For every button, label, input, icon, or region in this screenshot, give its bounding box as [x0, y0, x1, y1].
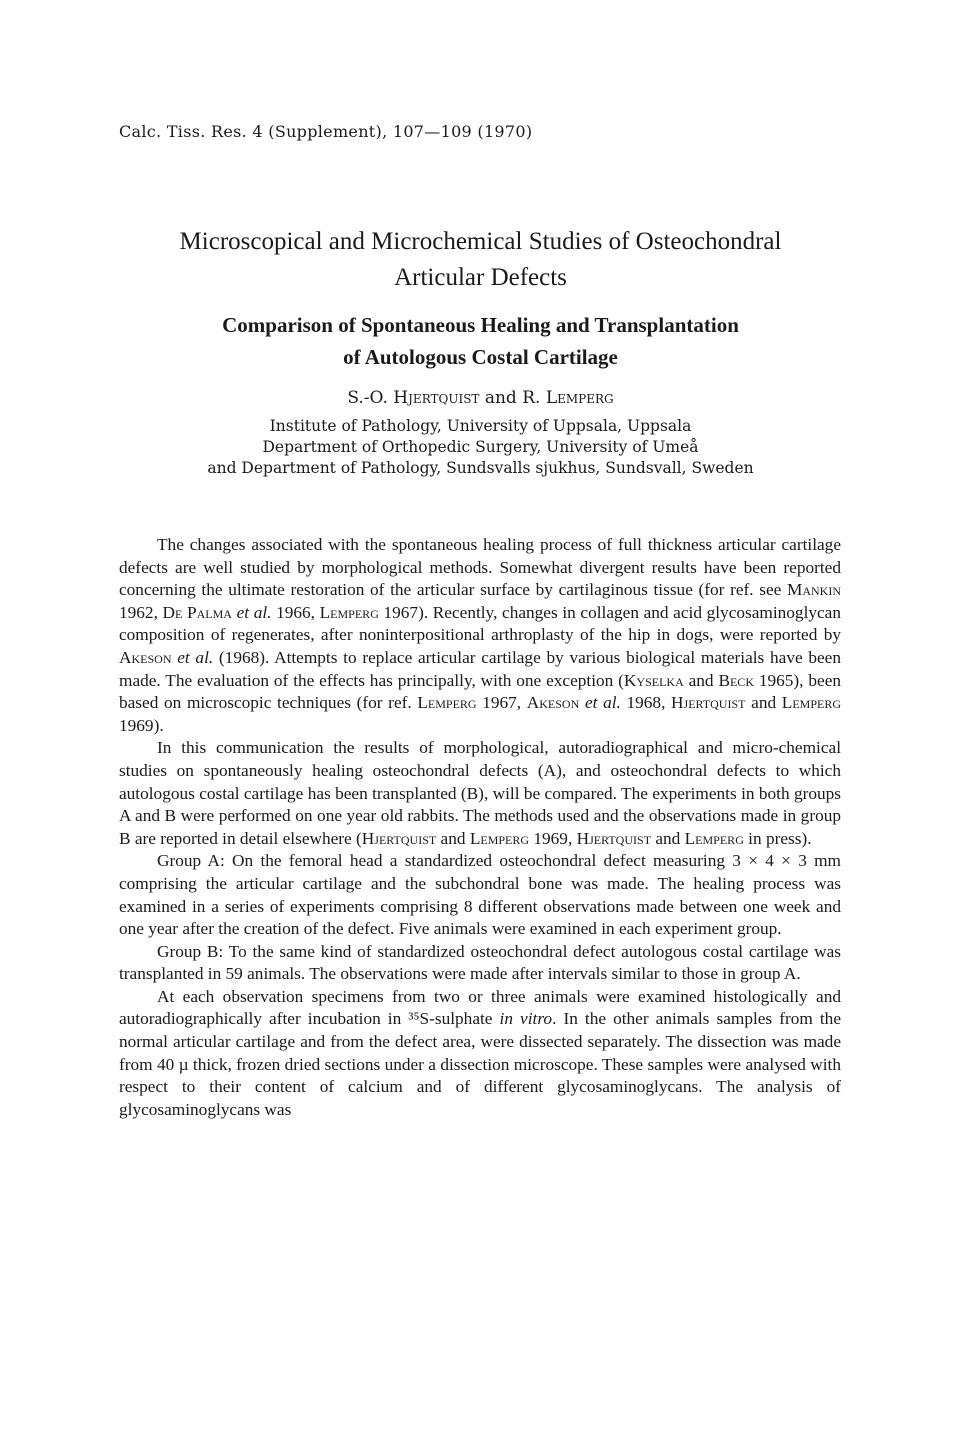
paragraph-4: Group B: To the same kind of standardized osteochondral defect autologous costal cartilage was transplanted in 59 animals. The observations were made after intervals similar to those in group A. [119, 941, 841, 984]
paragraph-2: In this communication the results of morphological, autoradiographical and micro-chemical studies on spontaneously healing osteochondral defects (A), and osteochondral defects to which autologous costal cartilage has been transplanted (B), will be compared. The experiments in both groups A and B were performed on one year old rabbits. The methods used and the observations made in group B are reported in detail elsewhere (Hjertquist and Lemperg 1969, Hjertquist and Lemperg in press). [119, 738, 841, 848]
body-text [119, 534, 841, 1121]
affiliation-1: Institute of Pathology, University of Uppsala, Uppsala [269, 417, 692, 435]
title-line-1: Microscopical and Microchemical Studies of Osteochondral [179, 228, 782, 255]
author-list [100, 386, 861, 410]
paragraph-1: The changes associated with the spontaneous healing process of full thickness articular cartilage defects are well studied by morphological methods. Somewhat divergent results have been reported concerning the ultimate restoration of the articular surface by cartilaginous tissue (for ref. see Mankin 1962, De Palma et al. 1966, Lemperg 1967). Recently, changes in collagen and acid glycosaminoglycan composition of regenerates, after noninterpositional arthroplasty of the hip in dogs, were reported by Akeson et al. (1968). Attempts to replace articular cartilage by various biological materials have been made. The evaluation of the effects has principally, with one exception (Kyselka and Beck 1965), been based on microscopic techniques (for ref. Lemperg 1967, Akeson et al. 1968, Hjertquist and Lemperg 1969). [119, 535, 842, 735]
journal-reference: Calc. Tiss. Res. 4 (Supplement), 107—109 (1970) [119, 122, 533, 141]
author-2: R. Lemperg [522, 388, 614, 408]
affiliation-3: and Department of Pathology, Sundsvalls sjukhus, Sundsvall, Sweden [207, 459, 754, 477]
affiliations [100, 416, 861, 479]
article-subtitle [100, 309, 861, 373]
subtitle-line-2: of Autologous Costal Cartilage [343, 345, 618, 369]
author-1: S.-O. Hjertquist [347, 388, 480, 408]
paragraph-5: At each observation specimens from two or three animals were examined histologically and autoradiographically after incubation in ³⁵S-sulphate in vitro. In the other animals samples from the normal articular cartilage and from the defect area, were dissected separately. The dissection was made from 40 µ thick, frozen dried sections under a dissection microscope. These samples were analysed with respect to their content of calcium and of different glycosaminoglycans. The analysis of glycosaminoglycans was [119, 986, 841, 1119]
paragraph-3: Group A: On the femoral head a standardized osteochondral defect measuring 3 × 4 × 3 mm comprising the articular cartilage and the subchondral bone was made. The healing process was examined in a series of experiments comprising 8 different observations made between one week and one year after the creation of the defect. Five animals were examined in each experiment group. [119, 851, 841, 939]
author-joiner: and [479, 388, 523, 408]
subtitle-line-1: Comparison of Spontaneous Healing and Transplantation [222, 313, 739, 337]
article-title [100, 224, 861, 296]
affiliation-2: Department of Orthopedic Surgery, University of Umeå [262, 438, 699, 456]
title-line-2: Articular Defects [394, 264, 567, 291]
